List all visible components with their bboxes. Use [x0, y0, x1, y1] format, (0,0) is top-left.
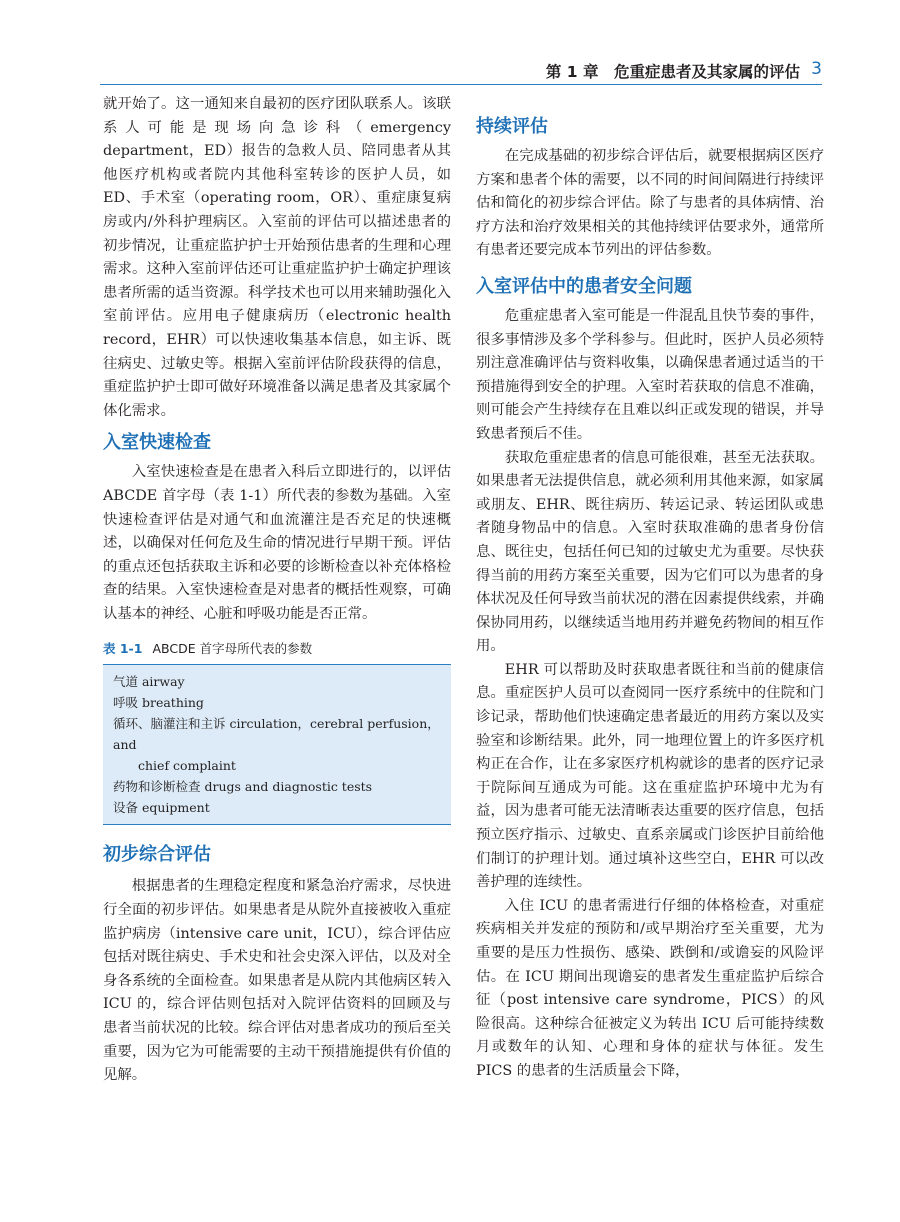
chapter-title: 第 1 章 危重症患者及其家属的评估 — [545, 63, 800, 81]
page-header — [100, 58, 822, 85]
heading-quick-check: 入室快速检查 — [103, 432, 211, 454]
table-row-c — [113, 713, 441, 776]
table-number: 表 1-1 — [103, 641, 143, 657]
page-number: 3 — [811, 59, 822, 79]
quick-check-paragraph: 入室快速检查是在患者入科后立即进行的，以评估 ABCDE 首字母（表 1-1）所代表的参数为基础。入室快速检查评估是对通气和血流灌注是否充足的快速概述，以确保对任何危及生命的情况进行早期干预。评估的重点还包括获取主诉和必要的诊断检查以补充体格检查的结果。入室快速检查是对患者的概括性观察，可确认基本的神经、心脏和呼吸功能是否正常。 — [103, 464, 451, 622]
initial-assessment-paragraph: 根据患者的生理稳定程度和紧急治疗需求，尽快进行全面的初步评估。如果患者是从院外直接被收入重症监护病房（intensive care unit，ICU），综合评估应包括对既往病史、手术史和社会史深入评估，以及对全身各系统的全面检查。如果患者是从院内其他病区转入 ICU 的，综合评估则包括对入院评估资料的回顾及与患者当前状况的比较。综合评估对患者成功的预后至关重要，因为它为可能需要的主动干预措施提供有价值的见解。 — [103, 878, 451, 1084]
heading-initial-assessment: 初步综合评估 — [103, 844, 211, 866]
safety-paragraph-3: EHR 可以帮助及时获取患者既往和当前的健康信息。重症医护人员可以查阅同一医疗系统中的住院和门诊记录，帮助他们快速确定患者最近的用药方案以及实验室和诊断结果。此外，同一地理位置上的许多医疗机构正在合作，让在多家医疗机构就诊的患者的医疗记录于院际间互通成为可能。这在重症监护环境中尤为有益，因为患者可能无法清晰表达重要的医疗信息，包括预立医疗指示、过敏史、直系亲属或门诊医护目前给他们制订的护理计划。通过填补这些空白，EHR 可以改善护理的连续性。 — [476, 661, 824, 891]
table-row-b: 呼吸 breathing — [113, 695, 204, 711]
table-title: ABCDE 首字母所代表的参数 — [152, 641, 313, 657]
table-row-e: 设备 equipment — [113, 800, 210, 816]
heading-ongoing-assessment: 持续评估 — [476, 116, 548, 137]
left-column — [103, 93, 451, 1088]
safety-paragraph-4: 入住 ICU 的患者需进行仔细的体格检查，对重症疾病相关并发症的预防和/或早期治疗至关重要，尤为重要的是压力性损伤、感染、跌倒和/或谵妄的风险评估。在 ICU 期间出现谵妄的患者发生重症监护后综合征（post intensive care syndrome，PICS）的风险很高。这种综合征被定义为转出 ICU 后可能持续数月或数年的认知、心理和身体的症状与体征。发生 PICS 的患者的生活质量会下降， — [476, 897, 824, 1079]
safety-paragraph-2: 获取危重症患者的信息可能很难，甚至无法获取。如果患者无法提供信息，就必须利用其他来源，如家属或朋友、EHR、既往病历、转运记录、转运团队或患者随身物品中的信息。入室时获取准确的患者身份信息、既往史，包括任何已知的过敏史尤为重要。尽快获得当前的用药方案至关重要，因为它们可以为患者的身体状况及任何导致当前状况的潜在因素提供线索，并确保协同用药，以继续适当地用药并避免药物间的相互作用。 — [476, 449, 824, 655]
table-caption — [103, 640, 451, 658]
intro-paragraph: 就开始了。这一通知来自最初的医疗团队联系人。该联系人可能是现场向急诊科（emergency department，ED）报告的急救人员、陪同患者从其他医疗机构或者院内其他科室转诊的医护人员，如 ED、手术室（operating room，OR）、重症康复病房或内/外科护理病区。入室前的评估可以描述患者的初步情况，让重症监护护士开始预估患者的生理和心理需求。这种入室前评估还可让重症监护护士确定护理该患者所需的适当资源。科学技术也可以用来辅助强化入室前评估。应用电子健康病历（electronic health record，EHR）可以快速收集基本信息，如主诉、既往病史、过敏史等。根据入室前评估阶段获得的信息，重症监护护士即可做好环境准备以满足患者及其家属个体化需求。 — [103, 96, 451, 419]
ongoing-assessment-paragraph: 在完成基础的初步综合评估后，就要根据病区医疗方案和患者个体的需要，以不同的时间间隔进行持续评估和简化的初步综合评估。除了与患者的具体病情、治疗方法和治疗效果相关的其他持续评估要求外，通常所有患者还要完成本节列出的评估参数。 — [476, 148, 824, 259]
right-column — [476, 93, 824, 1084]
safety-paragraph-1: 危重症患者入室可能是一件混乱且快节奏的事件，很多事情涉及多个学科参与。但此时，医护人员必须特别注意准确评估与资料收集，以确保患者通过适当的干预措施得到安全的护理。入室时若获取的信息不准确，则可能会产生持续存在且难以纠正或发现的错误，并导致患者预后不佳。 — [476, 307, 824, 442]
table-row-c-line2: chief complaint — [138, 758, 236, 774]
table-row-c-line1: 循环、脑灌注和主诉 circulation，cerebral perfusion，and — [113, 716, 440, 753]
table-row-a: 气道 airway — [113, 674, 185, 690]
abcde-table — [103, 664, 451, 825]
heading-patient-safety: 入室评估中的患者安全问题 — [476, 275, 692, 297]
table-row-d: 药物和诊断检查 drugs and diagnostic tests — [113, 779, 373, 795]
